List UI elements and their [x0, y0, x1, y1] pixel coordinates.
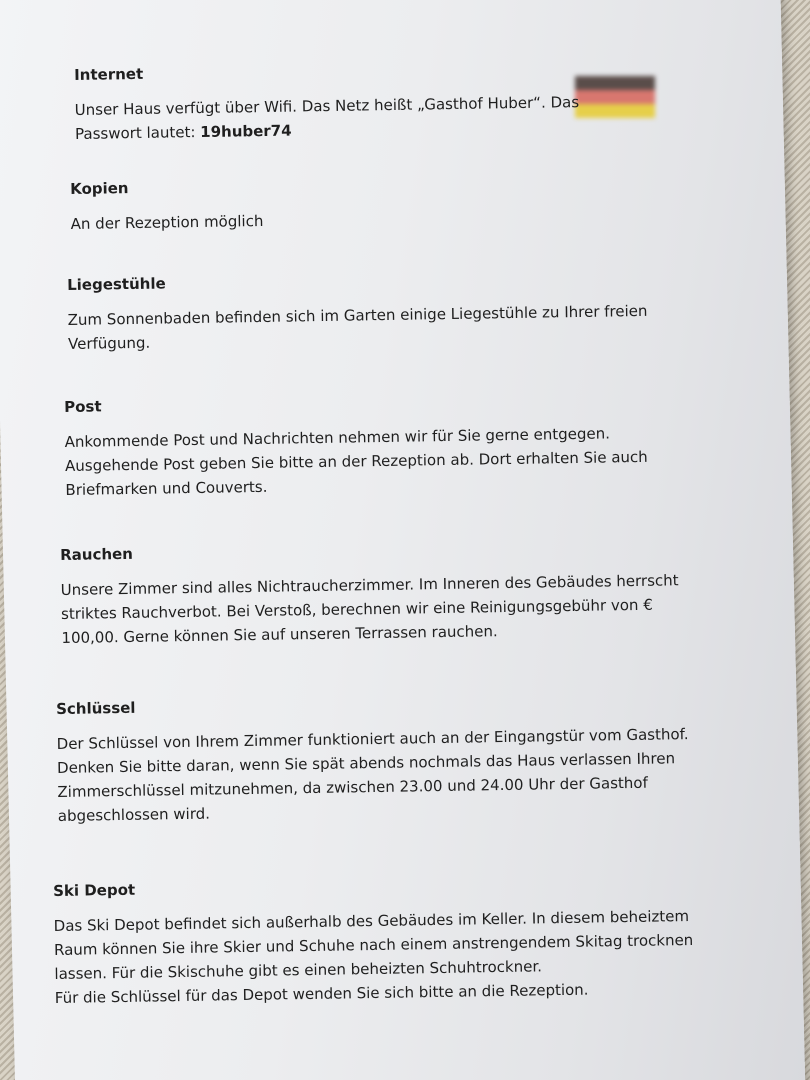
section-kopien	[70, 177, 264, 236]
german-flag-icon	[575, 76, 655, 118]
body-line: Unser Haus verfügt über Wifi. Das Netz heißt „Gasthof Huber“. Das	[74, 93, 580, 119]
section-body	[54, 904, 695, 1010]
flag-stripe-gold	[575, 104, 655, 118]
section-liegestuehle	[67, 267, 648, 356]
section-body	[68, 299, 648, 356]
wifi-password: 19huber74	[200, 121, 292, 142]
section-internet	[74, 58, 580, 146]
section-body	[61, 568, 680, 650]
flag-stripe-red	[575, 90, 655, 104]
section-heading: Post	[64, 397, 102, 416]
body-line: An der Rezeption möglich	[70, 211, 264, 233]
section-heading: Kopien	[70, 179, 129, 198]
body-line: Der Schlüssel von Ihrem Zimmer funktioniert auch an der Eingangstür vom Gasthof.	[56, 725, 689, 753]
section-rauchen	[60, 536, 680, 650]
section-body	[71, 209, 264, 236]
flag-stripe-black	[575, 76, 655, 90]
section-heading: Rauchen	[60, 544, 134, 564]
section-post	[64, 389, 648, 502]
section-ski-depot	[53, 872, 694, 1010]
section-heading: Internet	[74, 64, 144, 84]
body-line: Ausgehende Post geben Sie bitte an der Rezeption ab. Dort erhalten Sie auch	[64, 447, 648, 475]
section-schluessel	[56, 690, 690, 828]
body-line: Für die Schlüssel für das Depot wenden Sie sich bitte an die Rezeption.	[54, 980, 589, 1007]
password-prefix: Passwort lautet:	[74, 123, 201, 143]
body-line: Ankommende Post und Nachrichten nehmen wir für Sie gerne entgegen.	[64, 424, 611, 451]
body-line: Das Ski Depot befindet sich außerhalb des Gebäudes im Keller. In diesem beheiztem	[53, 907, 690, 935]
section-heading: Ski Depot	[53, 880, 136, 900]
body-line: Zimmerschlüssel mitzunehmen, da zwischen 23.00 und 24.00 Uhr der Gasthof	[57, 773, 648, 801]
section-body	[75, 90, 580, 146]
body-line: lassen. Für die Skischuhe gibt es einen beheizten Schuhtrockner.	[54, 957, 543, 983]
body-line: Raum können Sie ihre Skier und Schuhe nach einem anstrengendem Skitag trocknen	[53, 930, 694, 959]
section-heading: Liegestühle	[67, 274, 166, 294]
body-line: 100,00. Gerne können Sie auf unseren Terrassen rauchen.	[61, 622, 498, 647]
body-line: Denken Sie bitte daran, wenn Sie spät abends nochmals das Haus verlassen Ihren	[56, 749, 676, 777]
section-body	[65, 421, 649, 502]
body-line: Briefmarken und Couverts.	[65, 477, 268, 499]
section-body	[57, 722, 690, 828]
body-line: Zum Sonnenbaden befinden sich im Garten einige Liegestühle zu Ihrer freien	[67, 301, 648, 329]
body-line: Verfügung.	[67, 333, 151, 353]
body-line: striktes Rauchverbot. Bei Verstoß, berechnen wir eine Reinigungsgebühr von €	[60, 595, 653, 623]
body-line: abgeschlossen wird.	[57, 804, 211, 825]
body-line: Unsere Zimmer sind alles Nichtraucherzimmer. Im Inneren des Gebäudes herrscht	[60, 571, 679, 599]
section-heading: Schlüssel	[56, 698, 136, 718]
